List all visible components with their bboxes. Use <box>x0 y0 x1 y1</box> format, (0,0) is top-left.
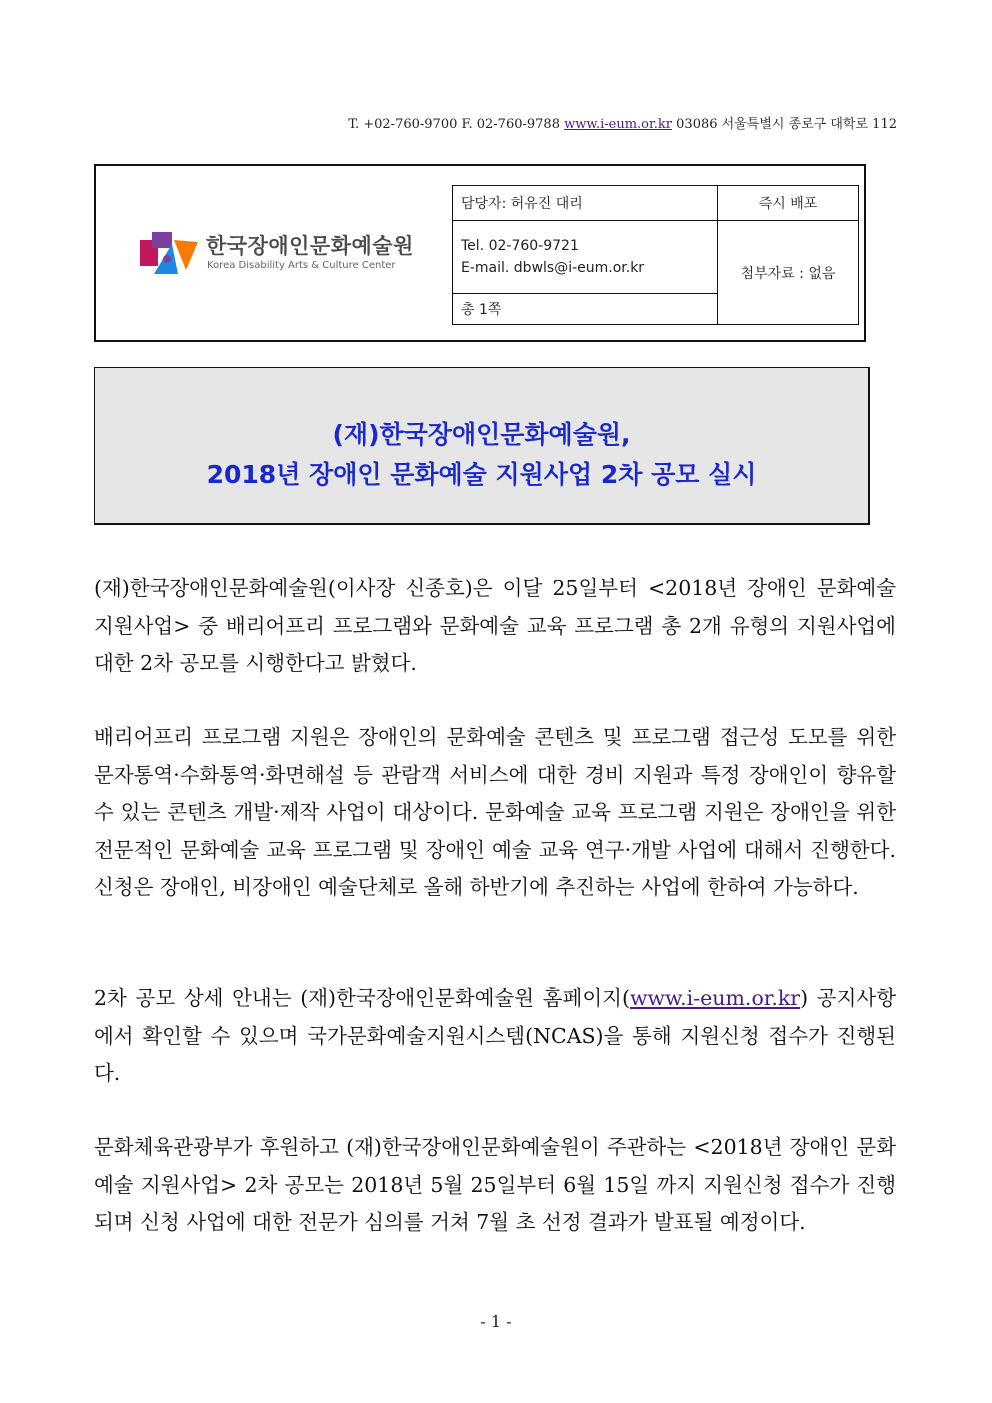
page-count-cell: 총 1쪽 <box>453 294 718 325</box>
manager-cell: 담당자: 허유진 대리 <box>453 186 718 221</box>
tel-text: Tel. 02-760-9721 <box>461 238 579 254</box>
logo-mark-icon <box>140 232 200 276</box>
logo-mark-orange-shape <box>174 240 198 270</box>
logo-name-korean: 한국장애인문화예술원 <box>206 234 414 258</box>
organization-logo <box>140 230 414 280</box>
header-website-link[interactable]: www.i-eum.or.kr <box>564 117 673 132</box>
homepage-link[interactable]: www.i-eum.or.kr <box>629 986 801 1010</box>
header-tel-fax: T. +02-760-9700 F. 02-760-9788 <box>348 117 560 132</box>
body-paragraph-2: 배리어프리 프로그램 지원은 장애인의 문화예술 콘텐츠 및 프로그램 접근성 도모를 위한 문자통역·수화통역·화면해설 등 관람객 서비스에 대한 경비 지원과 특정 장애인이 향유할 수 있는 콘텐츠 개발·제작 사업이 대상이다. 문화예술 교육 프로그램 지원은 장애인을 위한 전문적인 문화예술 교육 프로그램 및 장애인 예술 교육 연구·개발 사업에 대해서 진행한다. 신청은 장애인, 비장애인 예술단체로 올해 하반기에 추진하는 사업에 한하여 가능하다. <box>94 725 896 899</box>
body-paragraph-3 <box>94 980 896 1093</box>
logo-mark-purple-square <box>152 232 172 248</box>
header-contact-line <box>348 113 897 132</box>
email-text: E-mail. dbwls@i-eum.or.kr <box>461 260 645 276</box>
body-paragraph-4: 문화체육관광부가 후원하고 (재)한국장애인문화예술원이 주관하는 <2018년 장애인 문화예술 지원사업> 2차 공모는 2018년 5월 25일부터 6월 15일 까지 지원신청 접수가 진행되며 신청 사업에 대한 전문가 심의를 거쳐 7월 초 선정 결과가 발표될 예정이다. <box>94 1135 896 1234</box>
page-number: - 1 - <box>480 1312 512 1331</box>
paragraph-3-text-after: ) 공지사항에서 확인할 수 있으며 국가문화예술지원시스템(NCAS)을 통해 지원신청 접수가 진행된다. <box>94 986 896 1085</box>
attachment-cell: 첨부자료 : 없음 <box>718 221 859 325</box>
paragraph-3-text-before: 2차 공모 상세 안내는 (재)한국장애인문화예술원 홈페이지( <box>94 986 630 1010</box>
logo-name-english: Korea Disability Arts & Culture Center <box>207 260 396 271</box>
release-cell: 즉시 배포 <box>718 186 859 221</box>
body-paragraph-1: (재)한국장애인문화예술원(이사장 신종호)은 이달 25일부터 <2018년 장애인 문화예술 지원사업> 중 배리어프리 프로그램와 문화예술 교육 프로그램 총 2개 유형의 지원사업에 대한 2차 공모를 시행한다고 밝혔다. <box>94 576 896 675</box>
headline-line-1: (재)한국장애인문화예술원, <box>332 420 631 449</box>
headline-line-2: 2018년 장애인 문화예술 지원사업 2차 공모 실시 <box>206 460 757 489</box>
tel-email-cell <box>453 221 718 294</box>
headline-box <box>94 367 870 525</box>
contact-info-table <box>452 185 859 325</box>
press-release-header-box <box>94 164 866 342</box>
logo-mark-dot <box>163 255 171 263</box>
header-address: 03086 서울특별시 종로구 대학로 112 <box>676 117 897 132</box>
